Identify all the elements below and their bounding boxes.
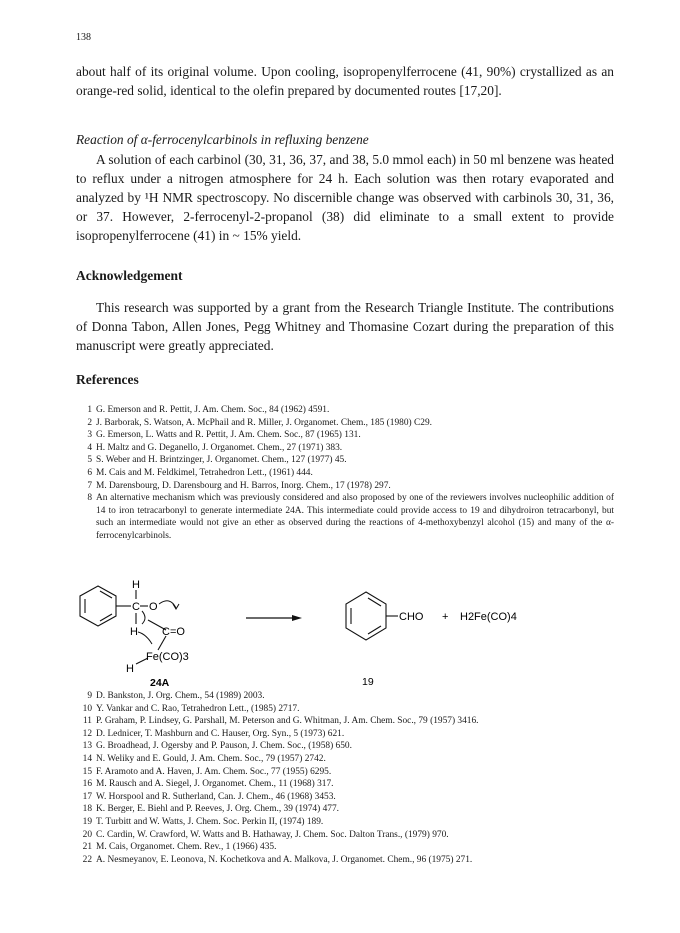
reference-number: 3 bbox=[87, 430, 92, 441]
reference-list-part-2 bbox=[76, 690, 614, 866]
reference-number: 19 bbox=[82, 816, 92, 827]
reference-text: G. Emerson and R. Pettit, J. Am. Chem. Soc., 84 (1962) 4591. bbox=[96, 405, 330, 415]
scheme-carbonyl: C=O bbox=[162, 626, 185, 638]
reference-text: T. Turbitt and W. Watts, J. Chem. Soc. Perkin II, (1974) 189. bbox=[96, 816, 324, 827]
reference-number: 11 bbox=[82, 716, 92, 727]
reference-item bbox=[76, 442, 614, 455]
reference-number: 22 bbox=[82, 854, 92, 865]
reference-text: M. Darensbourg, D. Darensbourg and H. Barros, Inorg. Chem., 17 (1978) 297. bbox=[96, 480, 391, 491]
scheme-fe-co3: Fe(CO)3 bbox=[146, 651, 189, 663]
benzene-ring-left bbox=[80, 586, 116, 626]
reference-text: K. Berger, E. Biehl and P. Reeves, J. Org. Chem., 39 (1974) 477. bbox=[96, 804, 339, 815]
reference-item bbox=[76, 690, 614, 703]
reference-text: M. Cais and M. Feldkimel, Tetrahedron Lett., (1961) 444. bbox=[96, 467, 313, 478]
reference-text: A. Nesmeyanov, E. Leonova, N. Kochetkova and A. Malkova, J. Organomet. Chem., 96 (1975) 271. bbox=[96, 854, 473, 865]
reference-number: 2 bbox=[87, 417, 92, 428]
reference-number: 6 bbox=[87, 467, 92, 478]
reference-number: 10 bbox=[82, 703, 92, 714]
reference-item bbox=[76, 454, 614, 467]
reference-item bbox=[76, 429, 614, 442]
paragraph-isopropenylferrocene: about half of its original volume. Upon cooling, isopropenylferrocene (41, 90%) crystallized as an orange-red solid, identical to the olefin prepared by documented routes [17,20]. bbox=[76, 64, 614, 98]
reference-number: 16 bbox=[82, 779, 92, 790]
reference-item bbox=[76, 829, 614, 842]
reference-item bbox=[76, 715, 614, 728]
reaction-arrow-icon bbox=[246, 615, 302, 621]
reference-number: 18 bbox=[82, 804, 92, 815]
reference-item bbox=[76, 492, 614, 542]
reference-text: P. Graham, P. Lindsey, G. Parshall, M. Peterson and G. Whitman, J. Am. Chem. Soc., 79 (1957) 3416. bbox=[96, 716, 479, 727]
reference-number: 13 bbox=[82, 741, 92, 752]
reference-text: G. Emerson, L. Watts and R. Pettit, J. Am. Chem. Soc., 87 (1965) 131. bbox=[96, 430, 361, 441]
reference-number: 8 bbox=[87, 493, 92, 504]
reference-number: 1 bbox=[87, 405, 92, 415]
reference-text: C. Cardin, W. Crawford, W. Watts and B. Hathaway, J. Chem. Soc. Dalton Trans., (1979) 970. bbox=[96, 829, 449, 840]
reference-list-part-1 bbox=[76, 404, 614, 543]
reference-item bbox=[76, 778, 614, 791]
curved-arrow-icon bbox=[173, 604, 179, 609]
reference-number: 20 bbox=[82, 829, 92, 840]
reference-number: 15 bbox=[82, 766, 92, 777]
reference-number: 5 bbox=[87, 455, 92, 466]
reference-text: Y. Vankar and C. Rao, Tetrahedron Lett., (1985) 2717. bbox=[96, 703, 300, 714]
page-number: 138 bbox=[76, 32, 91, 43]
reference-text: S. Weber and H. Brintzinger, J. Organomet. Chem., 127 (1977) 45. bbox=[96, 455, 347, 466]
scheme-h-fe: H bbox=[126, 663, 134, 675]
scheme-h-top: H bbox=[132, 579, 140, 591]
reference-text: J. Barborak, S. Watson, A. McPhail and R. Miller, J. Organomet. Chem., 185 (1980) C29. bbox=[96, 417, 432, 428]
reference-item bbox=[76, 467, 614, 480]
benzene-ring-right bbox=[346, 592, 386, 640]
scheme-cho: CHO bbox=[399, 611, 424, 623]
reference-text: An alternative mechanism which was previously considered and also proposed by one of the reviewers involves nucleophilic addition of 14 to iron tetracarbonyl to generate intermediate 24A. This intermediate could provide access to 19 and dihydroiron tetracarbonyl, but such an intermediate would not give an ether as observed during the reactions of 4-methoxybenzyl alcohol (15) and many of the α-ferrocenylcarbinols. bbox=[96, 493, 614, 541]
reference-number: 4 bbox=[87, 442, 92, 453]
reference-item bbox=[76, 803, 614, 816]
section-heading-reaction: Reaction of α-ferrocenylcarbinols in refluxing benzene bbox=[76, 132, 369, 147]
reference-number: 7 bbox=[87, 480, 92, 491]
scheme-carbon: C bbox=[132, 601, 140, 613]
references-heading: References bbox=[76, 372, 139, 387]
reference-text: M. Rausch and A. Siegel, J. Organomet. Chem., 11 (1968) 317. bbox=[96, 779, 334, 790]
scheme-h-left: H bbox=[130, 626, 138, 638]
reference-item bbox=[76, 404, 614, 417]
reference-text: F. Aramoto and A. Haven, J. Am. Chem. Soc., 77 (1955) 6295. bbox=[96, 766, 332, 777]
reference-item bbox=[76, 854, 614, 867]
reference-text: D. Lednicer, T. Mashburn and C. Hauser, Org. Syn., 5 (1973) 621. bbox=[96, 728, 345, 739]
reference-text: G. Broadhead, J. Ogersby and P. Pauson, J. Chem. Soc., (1958) 650. bbox=[96, 741, 352, 752]
reference-number: 9 bbox=[87, 691, 92, 701]
reference-text: H. Maltz and G. Deganello, J. Organomet. Chem., 27 (1971) 383. bbox=[96, 442, 343, 453]
reference-item bbox=[76, 841, 614, 854]
reference-text: N. Weliky and E. Gould, J. Am. Chem. Soc., 79 (1957) 2742. bbox=[96, 753, 326, 764]
paragraph-reflux-procedure: A solution of each carbinol (30, 31, 36, 37, and 38, 5.0 mmol each) in 50 ml benzene was heated to reflux under a nitrogen atmosphere for 24 h. Each solution was then rotary evaporated and analyzed by ¹H NMR spectroscopy. No discernible change was observed with carbinols 30, 31, 36, or 37. However, 2-ferrocenyl-2-propanol (38) did eliminate to a small extent to provide isopropenylferrocene (41) in ~ 15% yield. bbox=[76, 152, 614, 243]
reference-item bbox=[76, 766, 614, 779]
reference-text: M. Cais, Organomet. Chem. Rev., 1 (1966) 435. bbox=[96, 842, 277, 853]
scheme-oxygen: O bbox=[149, 601, 158, 613]
scheme-h2fe-co4: H2Fe(CO)4 bbox=[460, 611, 517, 623]
reaction-scheme-24A bbox=[76, 578, 614, 688]
reference-item bbox=[76, 791, 614, 804]
reference-number: 14 bbox=[82, 753, 92, 764]
acknowledgement-heading: Acknowledgement bbox=[76, 268, 183, 283]
acknowledgement-text: This research was supported by a grant from the Research Triangle Institute. The contributions of Donna Tabon, Allen Jones, Pegg Whitney and Thomasine Cozart during the preparation of this manuscript were greatly appreciated. bbox=[76, 300, 614, 353]
reference-item bbox=[76, 816, 614, 829]
reference-number: 21 bbox=[82, 842, 92, 853]
reference-item bbox=[76, 753, 614, 766]
reference-item bbox=[76, 417, 614, 430]
reference-item bbox=[76, 740, 614, 753]
reference-item bbox=[76, 480, 614, 493]
compound-label-24A: 24A bbox=[150, 677, 170, 688]
compound-label-19: 19 bbox=[362, 676, 374, 688]
reference-number: 17 bbox=[82, 791, 92, 802]
reference-number: 12 bbox=[82, 728, 92, 739]
scheme-plus: + bbox=[442, 611, 449, 623]
reference-item bbox=[76, 728, 614, 741]
reference-item bbox=[76, 703, 614, 716]
reference-text: W. Horspool and R. Sutherland, Can. J. Chem., 46 (1968) 3453. bbox=[96, 791, 336, 802]
reference-text: D. Bankston, J. Org. Chem., 54 (1989) 2003. bbox=[96, 691, 265, 701]
